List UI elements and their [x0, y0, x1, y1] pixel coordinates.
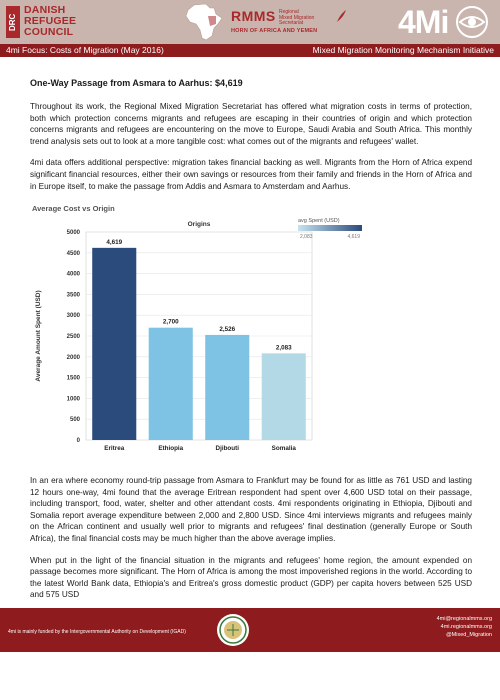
chart-title: Average Cost vs Origin	[32, 204, 115, 213]
contact-block	[437, 616, 492, 639]
legend-min-label: 2,083	[300, 234, 313, 240]
drc-logo	[6, 4, 116, 40]
x-tick-label: Ethiopia	[158, 445, 184, 452]
y-tick-label: 4000	[66, 271, 80, 278]
rmms-subtitle: Regional Mixed Migration Secretariat	[279, 9, 315, 26]
data-label: 2,083	[275, 344, 292, 352]
rmms-name: RMMS	[231, 8, 276, 24]
drc-name: DANISH REFUGEE COUNCIL	[24, 4, 77, 38]
paragraph-1: Throughout its work, the Regional Mixed Migration Secretariat has offered what migration costs in terms of protection, both which protection concerns migrants and refugees are escaping in their countries of origin and which protection concerns migrants and refugees are encountering on the move to Europe, Saudi Arabia and South Africa. This monthly trend analysis sets out to look at a more tangible cost: what comes out of the migrants and refugees' wallet.	[30, 102, 472, 146]
title-bar	[0, 44, 500, 57]
plot-header: Origins	[187, 221, 211, 228]
x-tick-label: Eritrea	[104, 445, 125, 452]
article-headline: One-Way Passage from Asmara to Aarhus: $4,619	[30, 78, 243, 88]
y-tick-label: 4500	[66, 250, 80, 257]
paragraph-4: When put in the light of the financial situation in the migrants and refugees' home region, the amount expended on passage becomes more significant. The Horn of Africa is among the most impoverished regions in the world. According to the latest World Bank data, Ethiopia's and Eritrea's gross domestic product (GDP) per capita hovers between 525 USD and 575 USD	[30, 555, 472, 600]
initiative-name: Mixed Migration Monitoring Mechanism Initiative	[312, 45, 494, 55]
bar-chart-svg	[26, 202, 470, 464]
page-header	[0, 0, 500, 44]
bar-eritrea	[92, 248, 136, 440]
paragraph-3: In an era where economy round-trip passage from Asmara to Frankfurt may be found for as little as 761 USD and lasting 12 hours one-way, 4mi found that the average Eritrean respondent had spent over 4,600 USD total on their passage, including transport, food, water, shelter and other attendant costs. 4mi respondents originating in Ethiopia, Djibouti and Somalia report average expenditure between 2,000 and 2,800 USD. Since 4mi interviews migrants and refugees mainly on the African continent and usually well prior to migrants and refugees' final destination (generally Europe or South Africa), the final financial costs may be much higher than the above average implies.	[30, 476, 472, 543]
legend-color-scale	[298, 225, 362, 231]
data-label: 2,700	[162, 318, 179, 326]
paragraph-2: 4mi data offers additional perspective: migration takes financial backing as well. Migrants from the Horn of Africa expend significant financial resources, either their own savings or resources from their family and friends in the Horn of Africa and in Europe itself, to make the passage from Addis and Asmara to Amsterdam and Aarhus.	[30, 158, 472, 191]
y-tick-label: 5000	[66, 230, 80, 236]
y-tick-label: 3000	[66, 313, 80, 320]
y-tick-label: 2000	[66, 354, 80, 361]
bar-ethiopia	[149, 328, 193, 440]
data-label: 2,526	[219, 325, 236, 333]
eye-icon	[452, 4, 492, 40]
funding-note: 4mi is mainly funded by the Intergovernmental Authority on Development (IGAD)	[8, 629, 186, 635]
bar-djibouti	[205, 335, 249, 440]
africa-map-icon	[176, 2, 230, 42]
page-footer	[0, 608, 500, 652]
y-tick-label: 0	[76, 438, 80, 444]
x-tick-label: Djibouti	[215, 445, 239, 452]
contact-email[interactable]: 4mi@regionalmms.org	[436, 616, 492, 622]
article-intro	[30, 78, 472, 202]
y-tick-label: 2500	[66, 334, 80, 340]
y-tick-label: 1000	[66, 396, 80, 403]
rmms-region: HORN OF AFRICA AND YEMEN	[231, 28, 318, 34]
legend-max-label: 4,619	[347, 234, 360, 240]
y-tick-label: 1500	[66, 375, 80, 382]
legend-title: avg Spent (USD)	[298, 218, 340, 224]
x-tick-label: Somalia	[271, 445, 296, 452]
contact-twitter[interactable]: @Mixed_Migration	[446, 631, 492, 638]
article-body	[30, 475, 472, 611]
drc-mark: DRC	[6, 6, 20, 38]
rmms-logo	[231, 8, 351, 38]
y-tick-label: 3500	[66, 292, 80, 299]
logo-4mi: 4Mi	[398, 4, 449, 40]
y-axis-label: Average Amount Spent (USD)	[35, 290, 42, 382]
contact-website[interactable]: 4mi.regionalmms.org	[440, 623, 492, 630]
igad-seal-icon	[216, 613, 250, 647]
cost-chart	[26, 202, 470, 464]
feather-icon	[335, 9, 347, 23]
y-tick-label: 500	[69, 417, 80, 424]
report-title: 4mi Focus: Costs of Migration (May 2016)	[6, 45, 164, 55]
data-label: 4,619	[106, 238, 123, 246]
bar-somalia	[262, 353, 306, 440]
